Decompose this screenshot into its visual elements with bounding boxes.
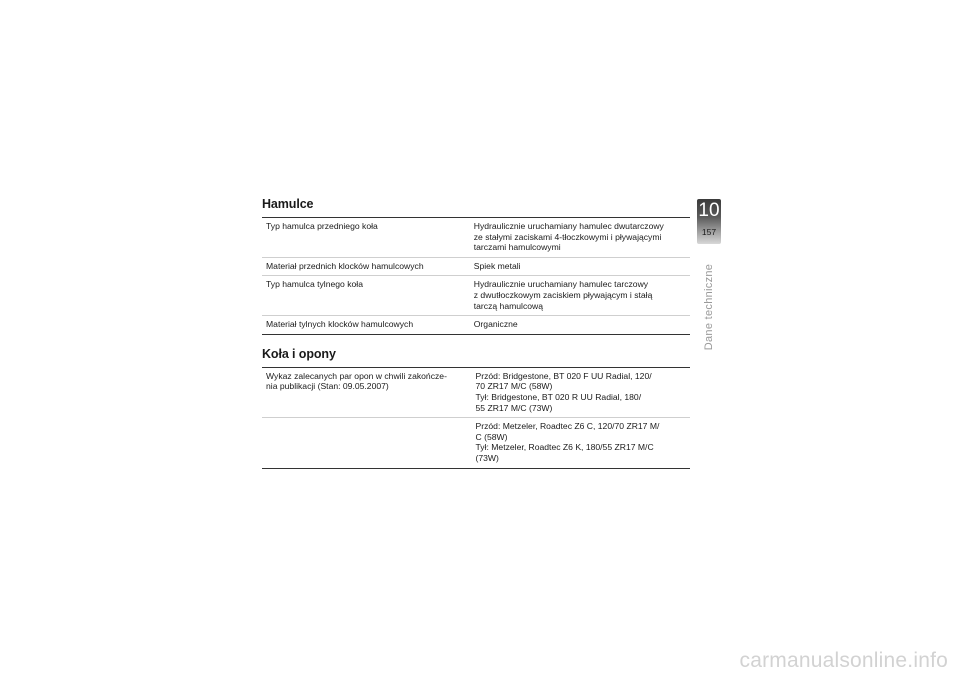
section-title-wheels: Koła i opony xyxy=(262,346,336,361)
table-row xyxy=(262,218,690,258)
table-row xyxy=(262,276,690,316)
watermark: carmanualsonline.info xyxy=(739,649,948,672)
spec-value: Przód: Bridgestone, BT 020 F UU Radial, 120/ 70 ZR17 M/C (58W) Tył: Bridgestone, BT 020 R UU Radial, 180/ 55 ZR17 M/C (73W) xyxy=(475,370,652,413)
table-row xyxy=(262,257,690,276)
spec-value: Hydraulicznie uruchamiany hamulec tarczowy z dwutłoczkowym zaciskiem pływającym i stałą tarczą hamulcową xyxy=(473,279,653,311)
brakes-table xyxy=(262,217,690,335)
table-row xyxy=(262,316,690,335)
table-row xyxy=(262,418,690,468)
table-row xyxy=(262,367,690,417)
spec-key: Materiał tylnych klocków hamulcowych xyxy=(266,319,414,330)
spec-key: Wykaz zalecanych par opon w chwili zakończe- nia publikacji (Stan: 09.05.2007) xyxy=(266,370,447,392)
page-content xyxy=(262,197,690,469)
section-title-brakes: Hamulce xyxy=(262,197,314,211)
spec-value: Przód: Metzeler, Roadtec Z6 C, 120/70 ZR17 M/ C (58W) Tył: Metzeler, Roadtec Z6 K, 180/55 ZR17 M/C (73W) xyxy=(475,421,660,463)
spec-value: Organiczne xyxy=(473,319,518,330)
spec-key xyxy=(262,418,472,468)
chapter-number: 10 xyxy=(698,200,720,221)
chapter-tab xyxy=(697,199,721,244)
wheels-table xyxy=(262,367,690,469)
spec-key: Typ hamulca tylnego koła xyxy=(266,279,363,290)
chapter-side-title: Dane techniczne xyxy=(703,263,715,351)
spec-key: Materiał przednich klocków hamulcowych xyxy=(266,260,424,271)
page-number: 157 xyxy=(701,227,717,237)
spec-key: Typ hamulca przedniego koła xyxy=(266,221,378,231)
spec-value: Hydraulicznie uruchamiany hamulec dwutarczowy ze stałymi zaciskami 4-tłoczkowymi i pływającymi tarczami hamulcowymi xyxy=(473,221,664,253)
spec-value: Spiek metali xyxy=(473,260,521,271)
